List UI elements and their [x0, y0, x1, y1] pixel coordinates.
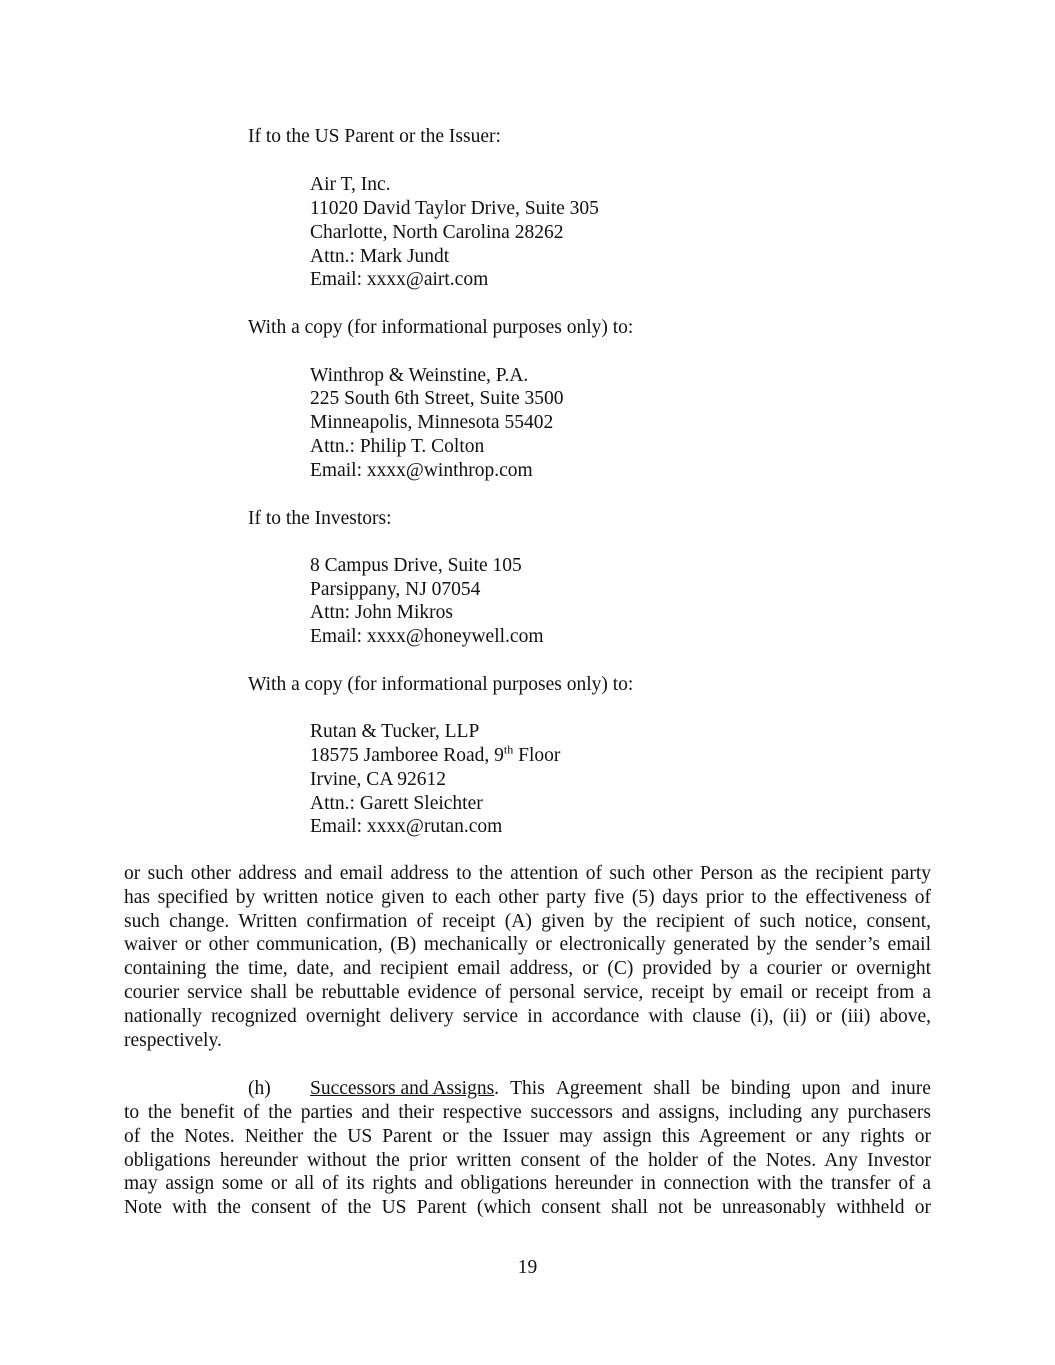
address-line: Attn.: Philip T. Colton	[310, 436, 485, 457]
notice-heading-us-parent: If to the US Parent or the Issuer:	[248, 126, 501, 147]
word: binding	[730, 1078, 791, 1099]
page-number: 19	[517, 1257, 538, 1278]
copy-heading-us-parent: With a copy (for informational purposes only) to:	[248, 317, 634, 338]
paragraph-line: has specified by written notice given to each other party five (5) days prior to the effectiveness of	[124, 886, 931, 908]
address-line: Attn.: Garett Sleichter	[310, 793, 483, 814]
paragraph-line: or such other address and email address to the attention of such other Person as the recipient party	[124, 863, 931, 884]
section-h-title: Successors and Assigns	[310, 1078, 495, 1099]
address-line: Irvine, CA 92612	[310, 769, 446, 790]
paragraph-line: Note with the consent of the US Parent (which consent shall not be unreasonably withheld or	[124, 1197, 931, 1219]
word: inure	[890, 1078, 931, 1099]
address-line: Attn: John Mikros	[310, 602, 454, 623]
paragraph-line: nationally recognized overnight delivery service in accordance with clause (i), (ii) or (iii) above,	[124, 1005, 931, 1027]
word: Agreement	[555, 1078, 643, 1099]
word: shall	[653, 1078, 691, 1099]
paragraph-line: waiver or other communication, (B) mechanically or electronically generated by the sender’s email	[124, 934, 931, 956]
section-h-label: (h)	[248, 1078, 271, 1099]
address-line	[310, 744, 560, 768]
paragraph-line: containing the time, date, and recipient email address, or (C) provided by a courier or overnight	[124, 958, 931, 980]
paragraph-line: courier service shall be rebuttable evidence of personal service, receipt by email or receipt from a	[124, 981, 931, 1003]
address-line: 225 South 6th Street, Suite 3500	[310, 388, 564, 409]
paragraph-line: such change. Written confirmation of receipt (A) given by the recipient of such notice, consent,	[124, 910, 931, 932]
word: be	[701, 1078, 720, 1099]
address-line-part: 18575 Jamboree Road, 9	[310, 745, 504, 766]
superscript-ordinal: th	[503, 742, 514, 757]
address-line: Minneapolis, Minnesota 55402	[310, 412, 554, 433]
section-h-first-line-rest	[494, 1077, 931, 1101]
address-line-part: Floor	[513, 745, 561, 766]
section-h-paragraph	[124, 1101, 931, 1220]
notice-heading-investors: If to the Investors:	[248, 508, 392, 529]
word: and	[851, 1078, 880, 1099]
address-line: Email: xxxx@rutan.com	[310, 816, 503, 837]
address-line: 11020 David Taylor Drive, Suite 305	[310, 198, 599, 219]
paragraph-line: of the Notes. Neither the US Parent or the Issuer may assign this Agreement or any rights or	[124, 1125, 931, 1147]
address-line: Charlotte, North Carolina 28262	[310, 222, 564, 243]
address-line: Rutan & Tucker, LLP	[310, 721, 480, 742]
address-line: Parsippany, NJ 07054	[310, 579, 481, 600]
address-line: Email: xxxx@airt.com	[310, 269, 489, 290]
word: .	[494, 1078, 500, 1099]
address-line: Attn.: Mark Jundt	[310, 246, 450, 267]
word: upon	[801, 1078, 841, 1099]
copy-heading-investors: With a copy (for informational purposes only) to:	[248, 674, 634, 695]
word: This	[510, 1078, 545, 1099]
notice-paragraph	[124, 862, 931, 1052]
address-line: Email: xxxx@winthrop.com	[310, 460, 533, 481]
paragraph-line: may assign some or all of its rights and obligations hereunder in connection with the transfer of a	[124, 1173, 931, 1195]
address-line: Air T, Inc.	[310, 174, 391, 195]
paragraph-line: to the benefit of the parties and their respective successors and assigns, including any purchasers	[124, 1102, 931, 1123]
address-line: Email: xxxx@honeywell.com	[310, 626, 544, 647]
address-line: 8 Campus Drive, Suite 105	[310, 555, 522, 576]
section-h-first-line	[310, 1077, 931, 1101]
paragraph-line: respectively.	[124, 1029, 222, 1051]
paragraph-line: obligations hereunder without the prior written consent of the holder of the Notes. Any Investor	[124, 1149, 931, 1171]
address-line: Winthrop & Weinstine, P.A.	[310, 365, 529, 386]
